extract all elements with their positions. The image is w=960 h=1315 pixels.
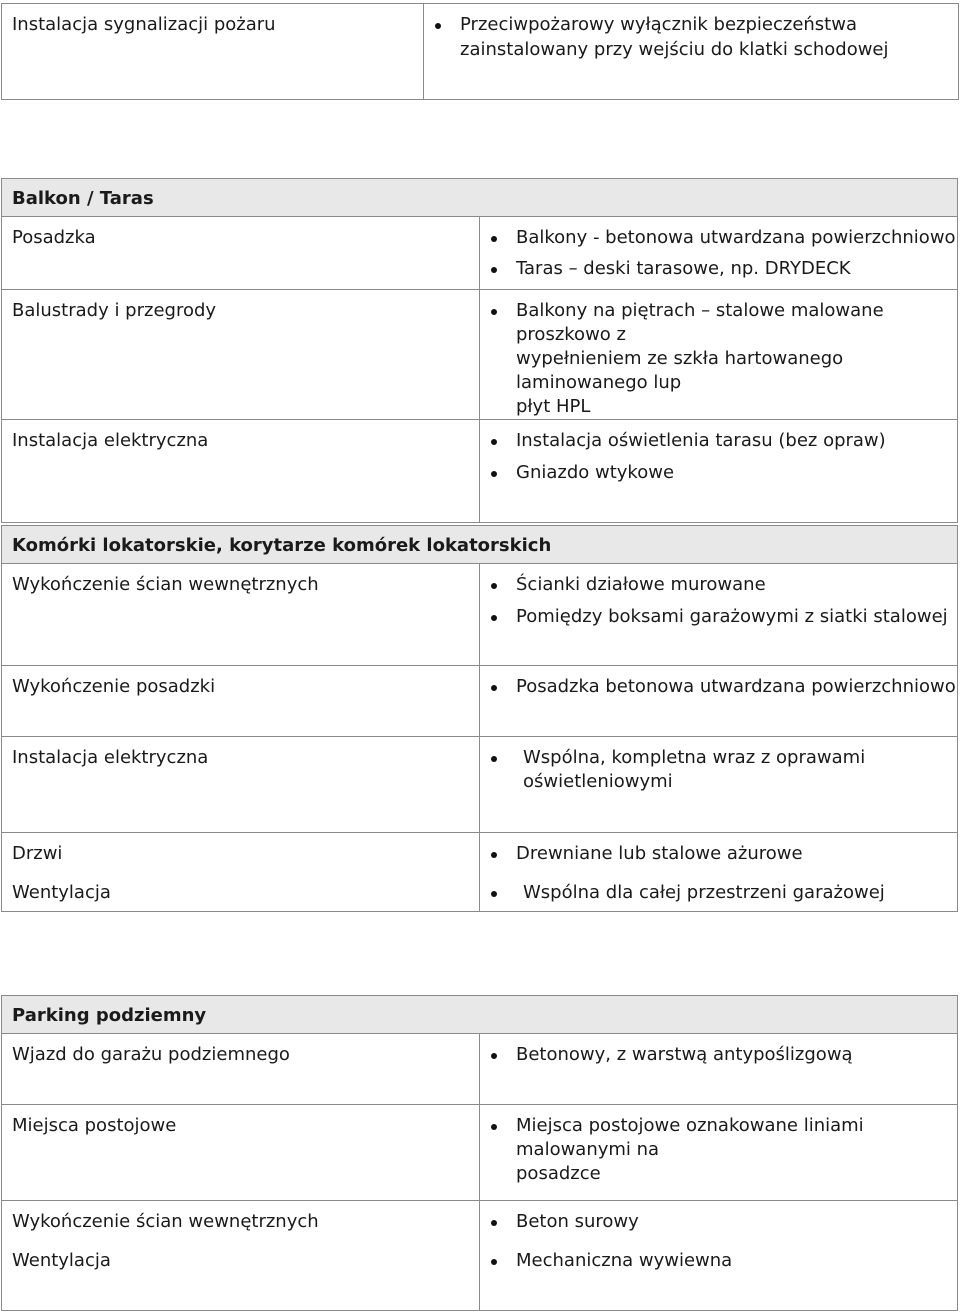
bullet-icon xyxy=(491,685,497,691)
list-item: Pomiędzy boksami garażowymi z siatki stalowej xyxy=(480,605,957,629)
bullet-icon xyxy=(491,891,497,897)
table-row xyxy=(2,873,958,912)
list-item: Taras – deski tarasowe, np. DRYDECK xyxy=(480,257,957,281)
list-item: Beton surowy xyxy=(480,1210,957,1234)
table-row xyxy=(2,1241,958,1311)
list-item: Miejsca postojowe oznakowane liniami malowanymi na xyxy=(480,1114,957,1162)
list-item: Instalacja oświetlenia tarasu (bez opraw) xyxy=(480,429,957,453)
list-item: Drewniane lub stalowe ażurowe xyxy=(480,842,957,866)
fire-table xyxy=(1,3,959,100)
list-item-continuation: zainstalowany przy wejściu do klatki schodowej xyxy=(460,39,889,60)
table-row xyxy=(2,290,958,420)
komorki-table xyxy=(1,525,958,912)
table-row xyxy=(2,1034,958,1105)
list-item: Wspólna, kompletna wraz z oprawami xyxy=(480,746,957,770)
bullet-icon xyxy=(491,236,497,242)
list-item: Posadzka betonowa utwardzana powierzchniowo xyxy=(480,675,957,699)
bullet-icon xyxy=(491,1053,497,1059)
bullet-icon xyxy=(491,852,497,858)
list-item: Ścianki działowe murowane xyxy=(480,573,957,597)
bullet-icon xyxy=(491,439,497,445)
row-label: Wykończenie posadzki xyxy=(12,676,216,697)
table-row xyxy=(2,833,958,873)
bullet-icon xyxy=(491,583,497,589)
row-label: Wykończenie ścian wewnętrznych xyxy=(12,574,319,595)
row-label: Wentylacja xyxy=(12,1249,111,1271)
table-row xyxy=(2,564,958,666)
bullet-icon xyxy=(491,1259,497,1265)
parking-table xyxy=(1,995,958,1311)
list-item: Balkony - betonowa utwardzana powierzchniowo xyxy=(480,226,957,250)
list-item: Mechaniczna wywiewna xyxy=(480,1249,957,1273)
row-label: Instalacja elektryczna xyxy=(12,747,209,768)
bullet-icon xyxy=(491,471,497,477)
bullet-icon xyxy=(491,1124,497,1130)
table-row xyxy=(2,420,958,523)
list-item: Przeciwpożarowy wyłącznik bezpieczeństwa xyxy=(424,13,958,37)
row-label: Drzwi xyxy=(12,843,63,864)
balkon-table xyxy=(1,178,958,523)
section-header-row xyxy=(2,179,958,217)
table-row xyxy=(2,666,958,737)
list-item: Balkony na piętrach – stalowe malowane proszkowo z xyxy=(480,299,957,347)
row-label: Wentylacja xyxy=(12,881,111,903)
row-value-cell xyxy=(424,4,959,100)
table-row xyxy=(2,1201,958,1241)
table-row xyxy=(2,737,958,833)
bullet-icon xyxy=(491,267,497,273)
list-item-continuation: wypełnieniem ze szkła hartowanego laminowanego lup xyxy=(516,348,844,393)
bullet-icon xyxy=(491,309,497,315)
list-item-continuation: płyt HPL xyxy=(516,396,591,417)
list-item: Wspólna dla całej przestrzeni garażowej xyxy=(480,881,957,905)
section-header-row xyxy=(2,996,958,1034)
section-title: Balkon / Taras xyxy=(12,188,154,209)
section-header xyxy=(2,996,958,1034)
section-title: Parking podziemny xyxy=(12,1005,207,1026)
table-row xyxy=(2,4,959,100)
row-label: Wjazd do garażu podziemnego xyxy=(12,1044,290,1065)
table-row xyxy=(2,1105,958,1201)
row-label: Balustrady i przegrody xyxy=(12,300,217,321)
row-label: Wykończenie ścian wewnętrznych xyxy=(12,1211,319,1232)
row-label: Posadzka xyxy=(12,227,96,248)
section-header-row xyxy=(2,526,958,564)
section-title: Komórki lokatorskie, korytarze komórek lokatorskich xyxy=(12,535,552,556)
row-label: Miejsca postojowe xyxy=(12,1115,177,1136)
bullet-icon xyxy=(491,756,497,762)
list-item-continuation: oświetleniowymi xyxy=(523,771,673,792)
list-item-continuation: posadzce xyxy=(516,1163,601,1184)
list-item: Betonowy, z warstwą antypoślizgową xyxy=(480,1043,957,1067)
list-item: Gniazdo wtykowe xyxy=(480,461,957,485)
row-label-cell xyxy=(2,4,424,100)
bullet-icon xyxy=(435,23,441,29)
section-header xyxy=(2,526,958,564)
bullet-icon xyxy=(491,615,497,621)
row-label: Instalacja elektryczna xyxy=(12,430,209,451)
row-label: Instalacja sygnalizacji pożaru xyxy=(12,14,276,35)
bullet-icon xyxy=(491,1220,497,1226)
section-header xyxy=(2,179,958,217)
table-row xyxy=(2,217,958,290)
